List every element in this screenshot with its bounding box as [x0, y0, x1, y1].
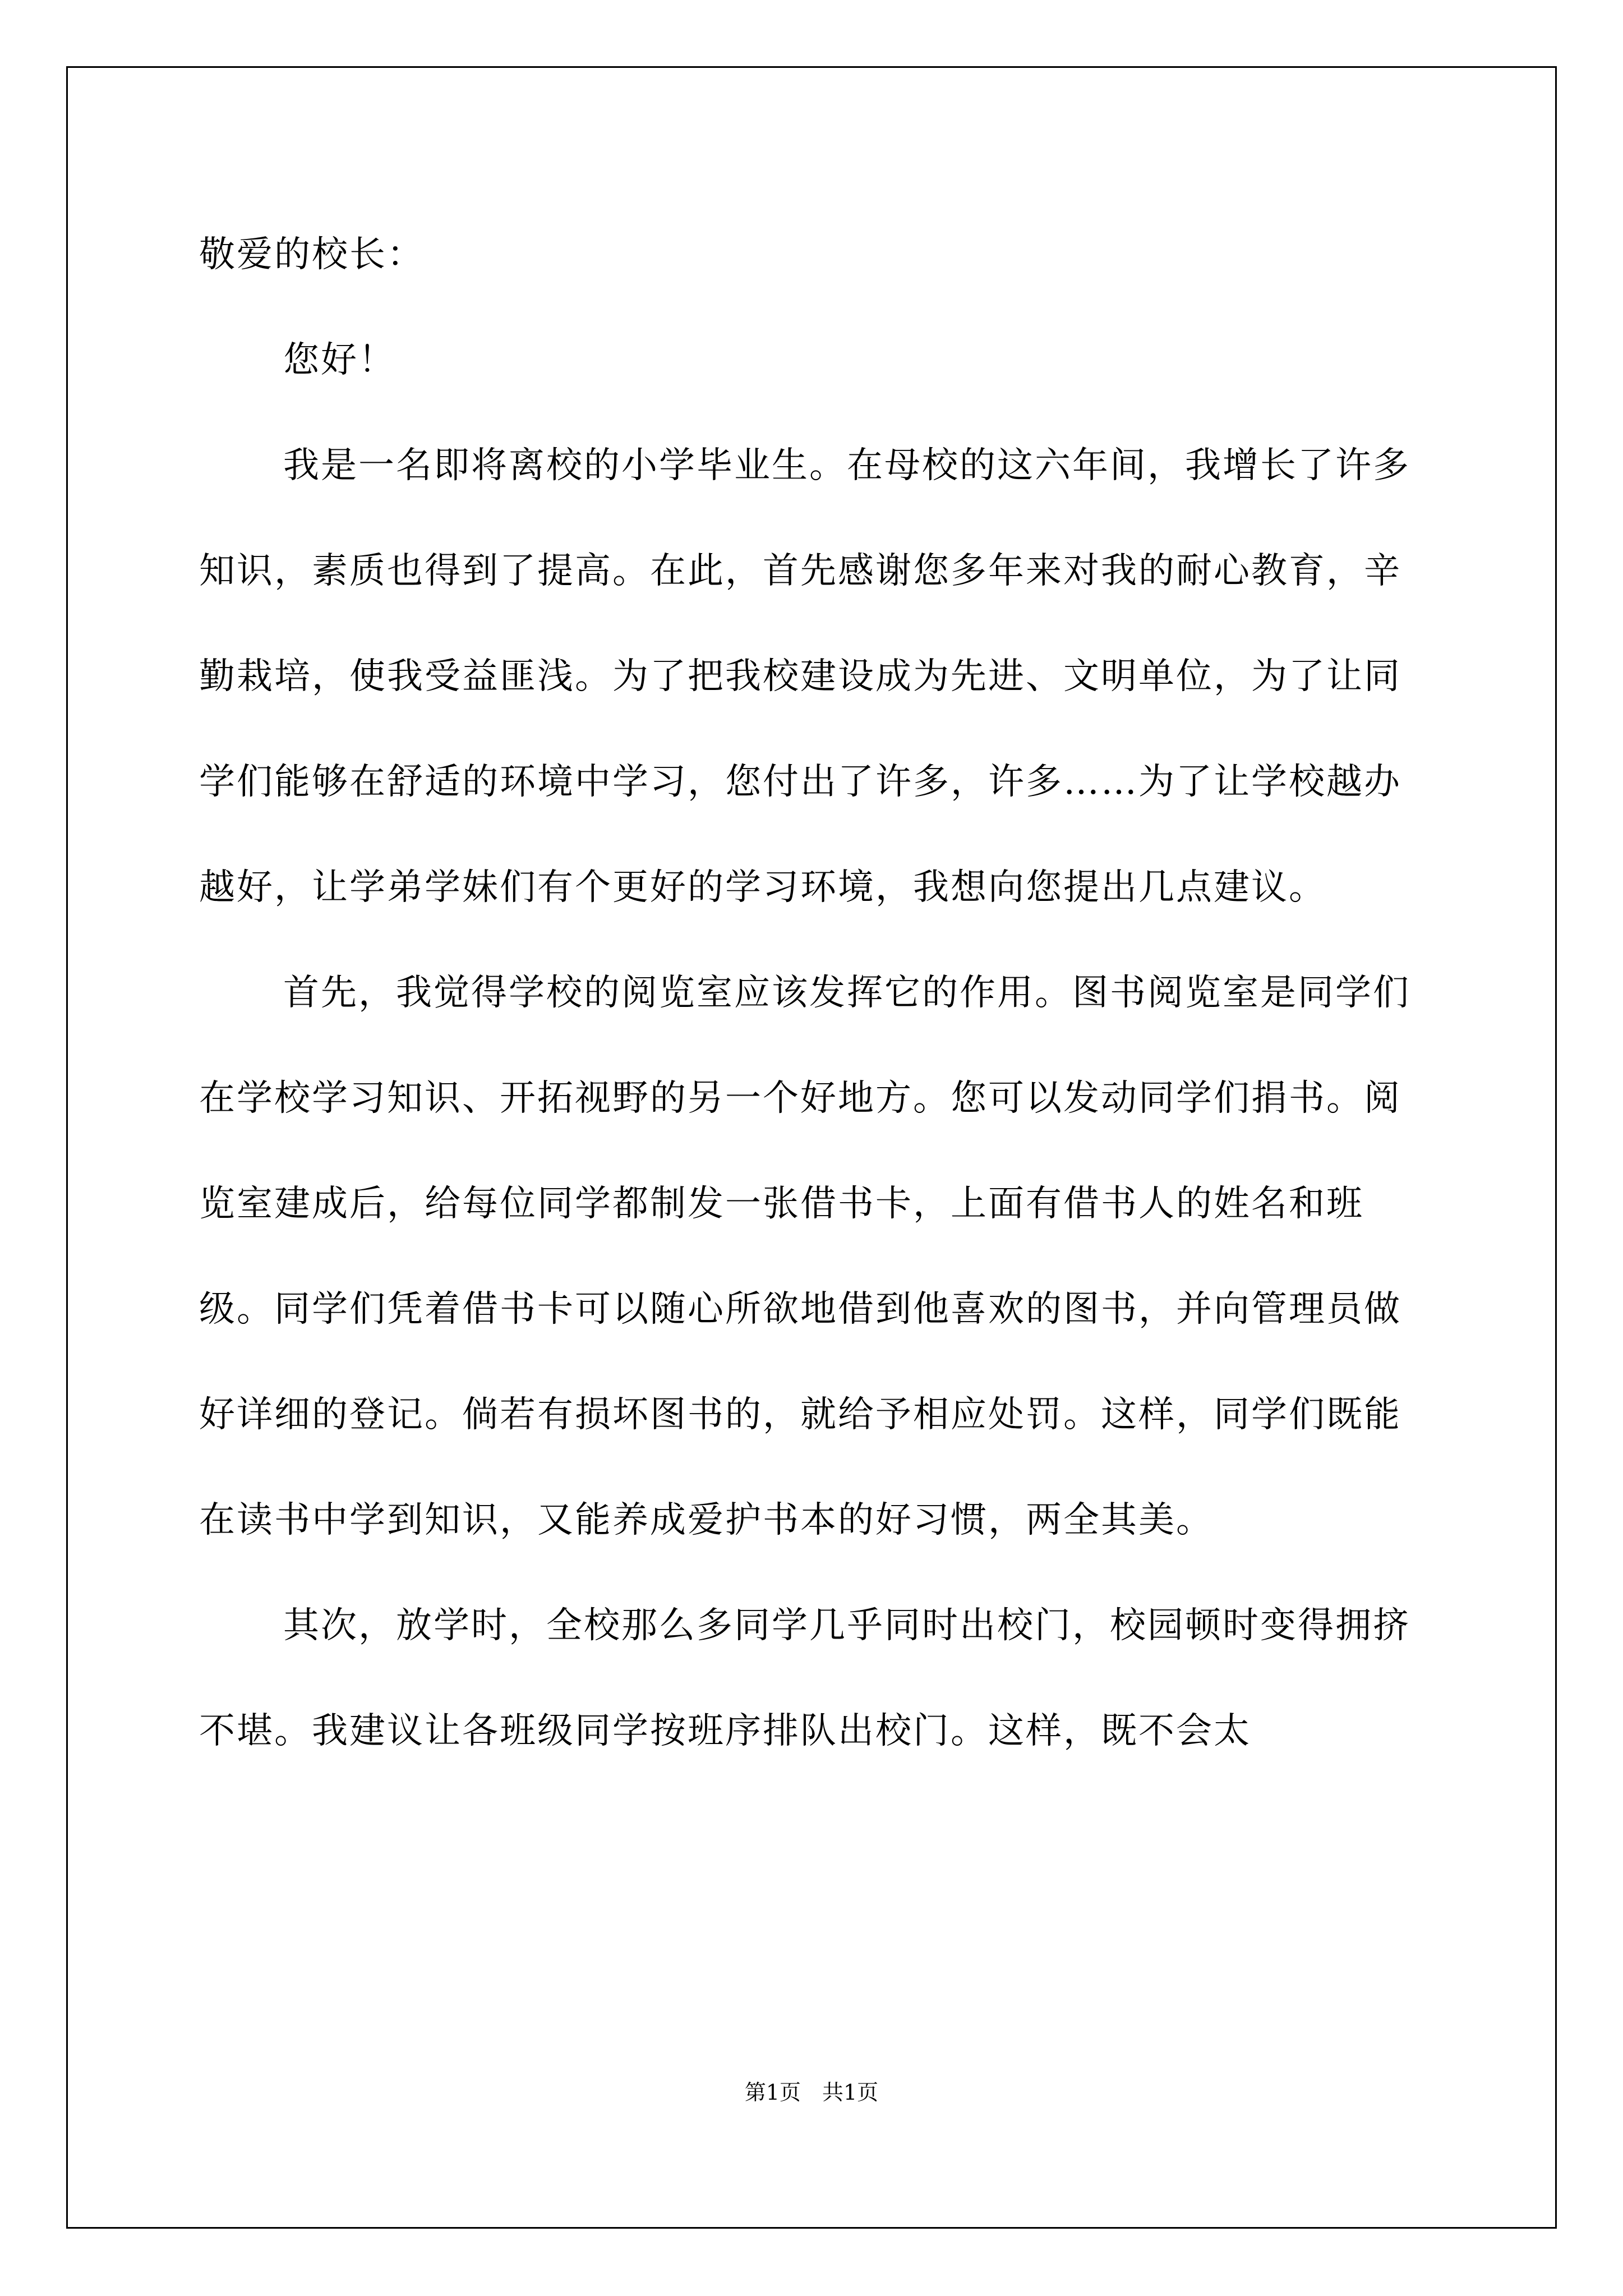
paragraph-dismissal: 其次，放学时，全校那么多同学几乎同时出校门，校园顿时变得拥挤不堪。我建议让各班级同学按班序排队出校门。这样，既不会太: [199, 1605, 1410, 1752]
salutation: 敬爱的校长：: [199, 234, 425, 275]
paragraph-intro: 我是一名即将离校的小学毕业生。在母校的这六年间，我增长了许多知识，素质也得到了提高。在此，首先感谢您多年来对我的耐心教育，辛勤栽培，使我受益匪浅。为了把我校建设成为先进、文明单位，为了让同学们能够在舒适的环境中学习，您付出了许多，许多……为了让学校越办越好，让学弟学妹们有个更好的学习环境，我想向您提出几点建议。: [199, 445, 1410, 908]
page-number: 第1页 共1页: [744, 2080, 879, 2105]
greeting: 您好！: [283, 339, 396, 381]
paragraph-reading-room: 首先，我觉得学校的阅览室应该发挥它的作用。图书阅览室是同学们在学校学习知识、开拓视野的另一个好地方。您可以发动同学们捐书。阅览室建成后，给每位同学都制发一张借书卡，上面有借书人的姓名和班级。同学们凭着借书卡可以随心所欲地借到他喜欢的图书，并向管理员做好详细的登记。倘若有损坏图书的，就给予相应处罚。这样，同学们既能在读书中学到知识，又能养成爱护书本的好习惯，两全其美。: [199, 972, 1410, 1541]
letter-body: [199, 202, 1438, 1784]
